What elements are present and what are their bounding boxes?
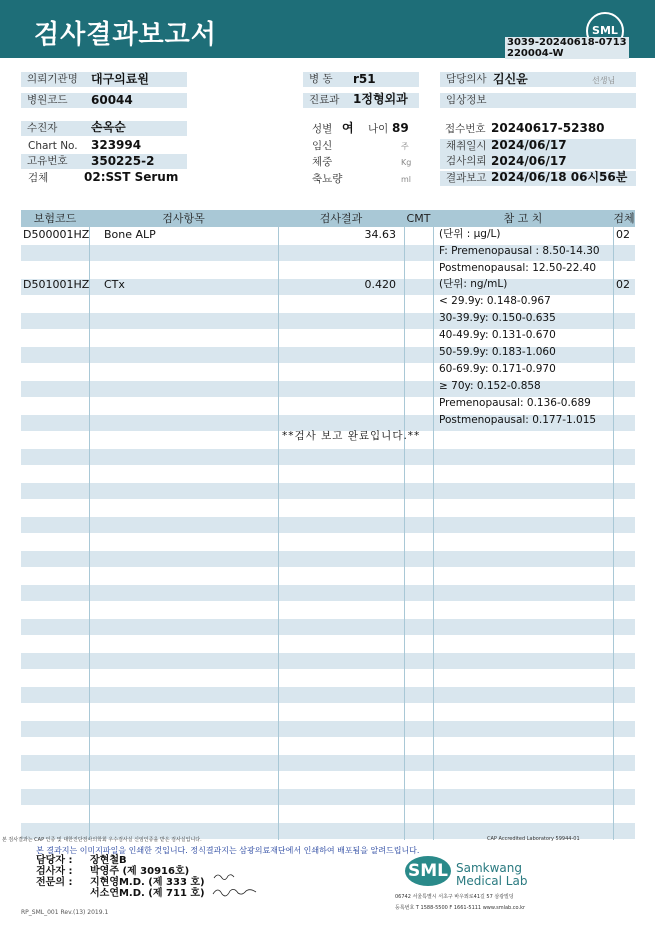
sign-name: 장현철B — [90, 855, 127, 866]
col-divider — [404, 210, 405, 840]
row-item: CTx — [104, 278, 125, 291]
request-value: 2024/06/17 — [491, 154, 567, 168]
specimen-value: 02:SST Serum — [84, 170, 179, 184]
pregnancy-unit: 주 — [401, 142, 409, 151]
dept-label: 진료과 — [303, 93, 419, 108]
table-stripe — [21, 789, 635, 805]
th-code: 보험코드 — [33, 212, 77, 225]
report-code-line2: 220004-W — [507, 48, 564, 59]
table-stripe — [21, 551, 635, 567]
patient-value: 손옥순 — [91, 120, 126, 134]
table-stripe — [21, 653, 635, 669]
phone: 등록번호 T 1588-5500 F 1661-5111 www.smlab.co.kr — [395, 905, 526, 911]
ref-line: ≥ 70y: 0.152-0.858 — [439, 380, 541, 392]
ref-line: Postmenopausal: 0.177-1.015 — [439, 414, 597, 426]
chart-value: 323994 — [91, 138, 142, 152]
table-stripe — [21, 721, 635, 737]
hospital-code-value: 60044 — [91, 93, 133, 107]
ward-value: r51 — [353, 72, 376, 86]
address: 06742 서울특별시 서초구 바우뫼로41길 57 삼광빌딩 — [395, 894, 514, 900]
row-code: D500001HZ — [23, 228, 90, 241]
th-result: 검사결과 — [319, 212, 363, 225]
ref-line: F: Premenopausal : 8.50-14.30 — [439, 245, 600, 257]
row-specimen: 02 — [616, 228, 630, 241]
id-label: 고유번호 — [21, 154, 187, 169]
doctor-label: 담당의사 — [440, 72, 636, 87]
report-label: 결과보고 — [440, 171, 636, 186]
print-warning: 본 결과지는 이미지파일을 인쇄한 것입니다. 정식결과지는 삼광의료재단에서 인쇄하여 배포됨을 알려드립니다. — [36, 846, 420, 855]
weight-unit: Kg — [401, 158, 412, 167]
report-complete-message: **검사 보고 완료입니다.** — [282, 430, 421, 442]
sex-value: 여 — [342, 121, 354, 135]
row-code: D501001HZ — [23, 278, 90, 291]
sign-label: 담당자 : — [36, 855, 73, 866]
table-stripe — [21, 585, 635, 601]
specimen-label: 검체 — [28, 172, 49, 184]
collect-label: 채취일시 — [440, 139, 636, 154]
age-value: 89 — [392, 121, 409, 135]
th-specimen: 검체 — [613, 212, 635, 225]
urine-label: 축뇨량 — [312, 173, 343, 185]
report-code — [505, 37, 629, 59]
pregnancy-label: 임신 — [312, 140, 333, 152]
report-title: 검사결과보고서 — [34, 20, 217, 50]
table-stripe — [21, 687, 635, 703]
th-item: 검사항목 — [162, 212, 205, 225]
ref-line: Postmenopausal: 12.50-22.40 — [439, 262, 597, 274]
weight-label: 체중 — [312, 156, 333, 168]
table-stripe — [21, 517, 635, 533]
table-stripe — [21, 755, 635, 771]
col-divider — [433, 210, 434, 840]
institution-value: 대구의료원 — [91, 72, 149, 86]
patient-label: 수진자 — [21, 121, 187, 136]
ref-line: < 29.9y: 0.148-0.967 — [439, 295, 551, 307]
certification-note: 본 검사결과는 CAP 인증 및 대한진단검사의학회 우수검사실 신임인증을 받은 검사실입니다. — [2, 837, 202, 843]
hospital-code-label: 병원코드 — [21, 93, 187, 108]
col-divider — [278, 210, 279, 840]
sign-name: 지현영M.D. (제 333 호) — [90, 877, 205, 888]
receipt-value: 20240617-52380 — [491, 121, 605, 135]
sign-name: 서소연M.D. (제 711 호) — [90, 888, 205, 899]
sign-label: 검사자 : — [36, 866, 73, 877]
table-stripe — [21, 483, 635, 499]
row-specimen: 02 — [616, 278, 630, 291]
brand-name — [456, 862, 527, 888]
clinical-label: 임상정보 — [440, 93, 636, 108]
request-label: 검사의뢰 — [440, 154, 636, 169]
dept-value: 1정형외과 — [353, 92, 408, 106]
report-value: 2024/06/18 06시56분 — [491, 170, 628, 184]
sml-logo-footer: SML — [405, 856, 451, 886]
sign-name: 박영주 (제 30916호) — [90, 866, 190, 877]
ref-line: Premenopausal: 0.136-0.689 — [439, 397, 591, 409]
doctor-suffix: 선생님 — [592, 76, 616, 85]
collect-value: 2024/06/17 — [491, 138, 567, 152]
th-reference: 참 고 치 — [503, 212, 543, 225]
chart-label: Chart No. — [28, 140, 78, 152]
ref-line: (단위 : μg/L) — [439, 228, 501, 240]
ref-line: 30-39.9y: 0.150-0.635 — [439, 312, 556, 324]
th-cmt: CMT — [406, 212, 431, 225]
col-divider — [613, 210, 614, 840]
sex-label: 성별 — [312, 123, 333, 135]
doctor-value: 김신윤 — [493, 72, 528, 86]
revision-code: RP_SML_001 Rev.(13) 2019.1 — [21, 909, 109, 916]
age-label: 나이 — [368, 123, 389, 135]
row-item: Bone ALP — [104, 228, 156, 241]
institution-label: 의뢰기관명 — [21, 72, 187, 87]
brand-line2: Medical Lab — [456, 874, 528, 888]
table-stripe — [21, 449, 635, 465]
brand-line1: Samkwang — [456, 861, 522, 875]
signatures — [210, 864, 270, 900]
col-divider — [89, 210, 90, 840]
cap-note: CAP Accredited Laboratory 59944-01 — [487, 836, 580, 842]
report-code-line1: 3039-20240618-0713 — [507, 37, 627, 48]
ref-line: 50-59.9y: 0.183-1.060 — [439, 346, 556, 358]
id-value: 350225-2 — [91, 154, 155, 168]
sign-label: 전문의 : — [36, 877, 73, 888]
signature-stroke — [213, 889, 256, 896]
ward-label: 병 동 — [303, 72, 419, 87]
ref-line: (단위: ng/mL) — [439, 278, 508, 290]
ref-line: 40-49.9y: 0.131-0.670 — [439, 329, 556, 341]
row-result: 0.420 — [364, 278, 396, 291]
sml-logo: SML — [586, 12, 624, 50]
table-stripe — [21, 619, 635, 635]
signature-stroke — [214, 875, 234, 880]
receipt-label: 접수번호 — [445, 123, 486, 135]
ref-line: 60-69.9y: 0.171-0.970 — [439, 363, 556, 375]
urine-unit: ml — [401, 175, 412, 184]
row-result: 34.63 — [364, 228, 396, 241]
